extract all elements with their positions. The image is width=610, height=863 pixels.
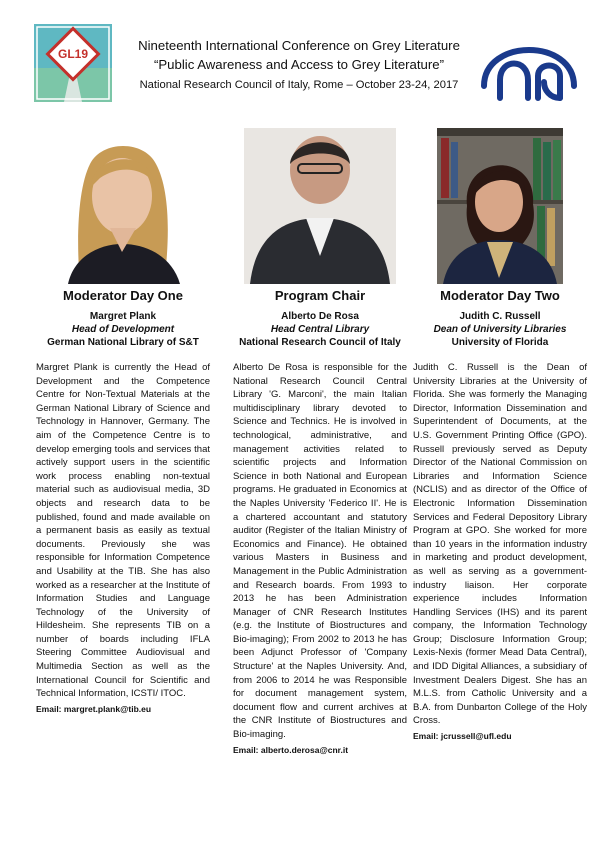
person-card-judith-russell xyxy=(413,128,587,741)
gl19-logo-text: GL19 xyxy=(57,47,89,61)
role-heading: Moderator Day One xyxy=(63,288,183,303)
person-organization: German National Library of S&T xyxy=(47,337,199,348)
person-email[interactable]: Email: jcrussell@ufl.edu xyxy=(413,731,512,742)
person-title: Dean of University Libraries xyxy=(433,324,567,335)
person-bio: Alberto De Rosa is responsible for the National Research Council Central Library 'G. Marconi', the main Italian multidisciplinary library devoted to Science and Technics. He is involved in technological, administrative, and management activities related to scientific projects and Information Science in both National and European programs. He graduated in Economics at the Naples University 'Federico II'. He is a chartered accountant and statutory auditor (Register of the Italian Ministry of Economics and Finance). He obtained various Masters in Business and Management in the Public Administration and Research boards. From 1993 to 2013 he has been Administration Manager of CNR Research Institutes (e.g. the Institute of Biostructures and Bio-imaging); From 2002 to 2013 he has been Adjunct Professor of 'Company Structure' at the Naples University. And, from 2006 to 2014 he was Responsible for document management system, document flow and current archives at the CNR Institute of Biostructures and Bio-imaging. xyxy=(233,362,407,741)
person-title: Head Central Library xyxy=(270,324,370,335)
gl19-logo xyxy=(34,24,112,102)
person-card-alberto-de-rosa xyxy=(233,128,407,755)
person-organization: University of Florida xyxy=(451,337,549,348)
person-organization: National Research Council of Italy xyxy=(239,337,401,348)
margret-plank-photo xyxy=(60,128,186,284)
person-bio: Judith C. Russell is the Dean of University Libraries at the University of Florida. She was formerly the Managing Director, Information Dissemination and Superintendent of Documents, at the U.S. Government Printing Office (GPO). Russell previously served as Deputy Director of the National Commission on Libraries and Information Science (NCLIS) and as director of the Office of Electronic Information Dissemination Services and Federal Depository Library Program at GPO. She worked for more than 10 years in the information industry in marketing and product development, as well as serving as a government-industry liaison. Her corporate experience includes Information Handling Services (IHS) and its parent company, the Information Technology Group; Disclosure Information Group; Lexis-Nexis (former Mead Data Central), and IDD Digital Alliances, a subsidiary of Investment Dealers Digest. She has an M.L.S. from Catholic University and a B.A. from Dunbarton College of the Holy Cross. xyxy=(413,362,587,727)
cnr-logo xyxy=(478,28,580,114)
conference-title: Nineteenth International Conference on Grey Literature xyxy=(138,38,460,53)
person-card-margret-plank xyxy=(36,128,210,714)
person-name: Judith C. Russell xyxy=(459,311,541,322)
alberto-de-rosa-photo xyxy=(244,128,396,284)
role-heading: Moderator Day Two xyxy=(440,288,560,303)
judith-russell-photo xyxy=(437,128,563,284)
person-email[interactable]: Email: alberto.derosa@cnr.it xyxy=(233,744,349,755)
person-name: Alberto De Rosa xyxy=(281,311,359,322)
role-heading: Program Chair xyxy=(274,288,366,303)
conference-theme: “Public Awareness and Access to Grey Literature” xyxy=(153,57,445,72)
conference-heading xyxy=(122,36,476,95)
person-name: Margret Plank xyxy=(89,311,157,322)
person-title: Head of Development xyxy=(71,324,175,335)
header xyxy=(0,0,610,115)
person-email[interactable]: Email: margret.plank@tib.eu xyxy=(36,703,152,714)
conference-venue-date: National Research Council of Italy, Rome – October 23-24, 2017 xyxy=(139,79,459,91)
person-bio: Margret Plank is currently the Head of Development and the Competence Centre for Non-Textual Materials at the German National Library of Science and Technology in Hannover, Germany. The aim of the Competence Centre is to develop emerging tools and services that actively support users in the scientific work process enabling non-textual material such as audiovisual media, 3D objects and research data to be published, found and made available on a permanent basis as easily as textual documents. Previously she was responsible for Information Competence and Usability at the TIB. She has also worked as a researcher at the Institute of Information Studies and Language Technology of the University of Hildesheim. She represents TIB on a number of boards including IFLA Steering Committee Audiovisual and Multimedia Section as well as the International Council for Scientific and Technical Information, ICSTI/ ITOC. xyxy=(36,362,210,700)
